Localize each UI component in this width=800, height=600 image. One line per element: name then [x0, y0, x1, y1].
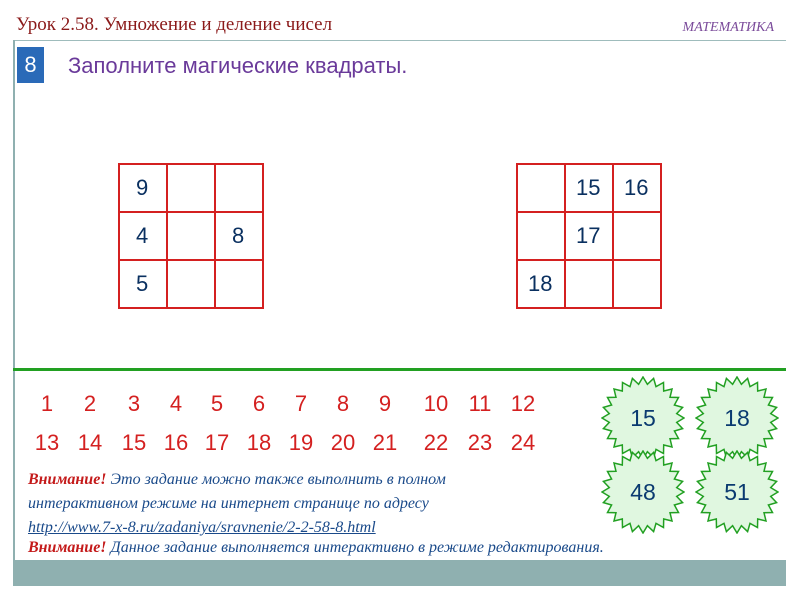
number-tile[interactable]: 19 [288, 430, 314, 455]
section-divider [13, 368, 786, 371]
square-cell[interactable]: 4 [119, 212, 167, 260]
number-tile[interactable]: 21 [372, 430, 398, 455]
square-cell[interactable] [517, 164, 565, 212]
task-number-badge: 8 [17, 47, 44, 83]
square-cell[interactable] [565, 260, 613, 308]
starburst-tile[interactable] [601, 450, 685, 534]
starburst-tile[interactable] [601, 376, 685, 460]
task-link[interactable]: http://www.7-x-8.ru/zadaniya/sravnenie/2-2-58-8.html [28, 519, 376, 536]
number-tile[interactable]: 20 [330, 430, 356, 455]
starburst-value: 15 [630, 404, 656, 431]
square-cell[interactable]: 5 [119, 260, 167, 308]
square-cell[interactable] [215, 164, 263, 212]
square-cell[interactable]: 18 [517, 260, 565, 308]
attention-label: Внимание! [28, 471, 107, 488]
number-tile[interactable]: 6 [252, 391, 266, 416]
square-cell[interactable] [613, 212, 661, 260]
square-cell[interactable]: 16 [613, 164, 661, 212]
attention-label: Внимание! [28, 539, 107, 556]
square-cell[interactable] [613, 260, 661, 308]
square-cell[interactable] [215, 260, 263, 308]
header-divider [13, 40, 786, 41]
number-tile[interactable]: 9 [378, 391, 392, 416]
note-text: Это задание можно также выполнить в полном [106, 471, 446, 488]
square-cell[interactable]: 8 [215, 212, 263, 260]
number-tile[interactable]: 24 [510, 430, 536, 455]
number-tile[interactable]: 13 [34, 430, 60, 455]
number-tile[interactable]: 2 [83, 391, 97, 416]
number-tile[interactable]: 18 [246, 430, 272, 455]
number-tile[interactable]: 1 [40, 391, 54, 416]
starburst-value: 48 [630, 478, 656, 505]
number-tile[interactable]: 10 [423, 391, 449, 416]
number-tile[interactable]: 23 [467, 430, 493, 455]
starburst-value: 18 [724, 404, 750, 431]
magic-square-1 [118, 163, 264, 309]
lesson-title: Урок 2.58. Умножение и деление чисел [16, 14, 333, 35]
note-text: Данное задание выполняется интерактивно в режиме редактирования. [106, 539, 604, 556]
square-cell[interactable]: 15 [565, 164, 613, 212]
square-cell[interactable] [167, 260, 215, 308]
number-tile[interactable]: 7 [294, 391, 308, 416]
square-cell[interactable]: 9 [119, 164, 167, 212]
number-tile[interactable]: 5 [210, 391, 224, 416]
subject-label: МАТЕМАТИКА [682, 20, 774, 35]
starburst-value: 51 [724, 478, 750, 505]
starburst-tile[interactable] [695, 450, 779, 534]
magic-square-2 [516, 163, 662, 309]
number-tile[interactable]: 12 [510, 391, 536, 416]
note-text: интерактивном режиме на интернет странице по адресу [28, 495, 429, 512]
number-tile[interactable]: 22 [423, 430, 449, 455]
number-tile[interactable]: 15 [121, 430, 147, 455]
task-instruction: Заполните магические квадраты. [68, 53, 408, 78]
edit-mode-note [28, 536, 604, 560]
number-tile[interactable]: 11 [468, 391, 492, 416]
number-tile[interactable]: 4 [169, 391, 183, 416]
starburst-tile[interactable] [695, 376, 779, 460]
square-cell[interactable]: 17 [565, 212, 613, 260]
left-border [13, 40, 15, 565]
info-note [28, 468, 446, 540]
number-tile[interactable]: 3 [127, 391, 141, 416]
footer-bar [13, 560, 786, 586]
number-tile[interactable]: 8 [336, 391, 350, 416]
number-tile[interactable]: 16 [163, 430, 189, 455]
square-cell[interactable] [517, 212, 565, 260]
number-tile[interactable]: 14 [77, 430, 103, 455]
square-cell[interactable] [167, 164, 215, 212]
square-cell[interactable] [167, 212, 215, 260]
number-tile[interactable]: 17 [204, 430, 230, 455]
